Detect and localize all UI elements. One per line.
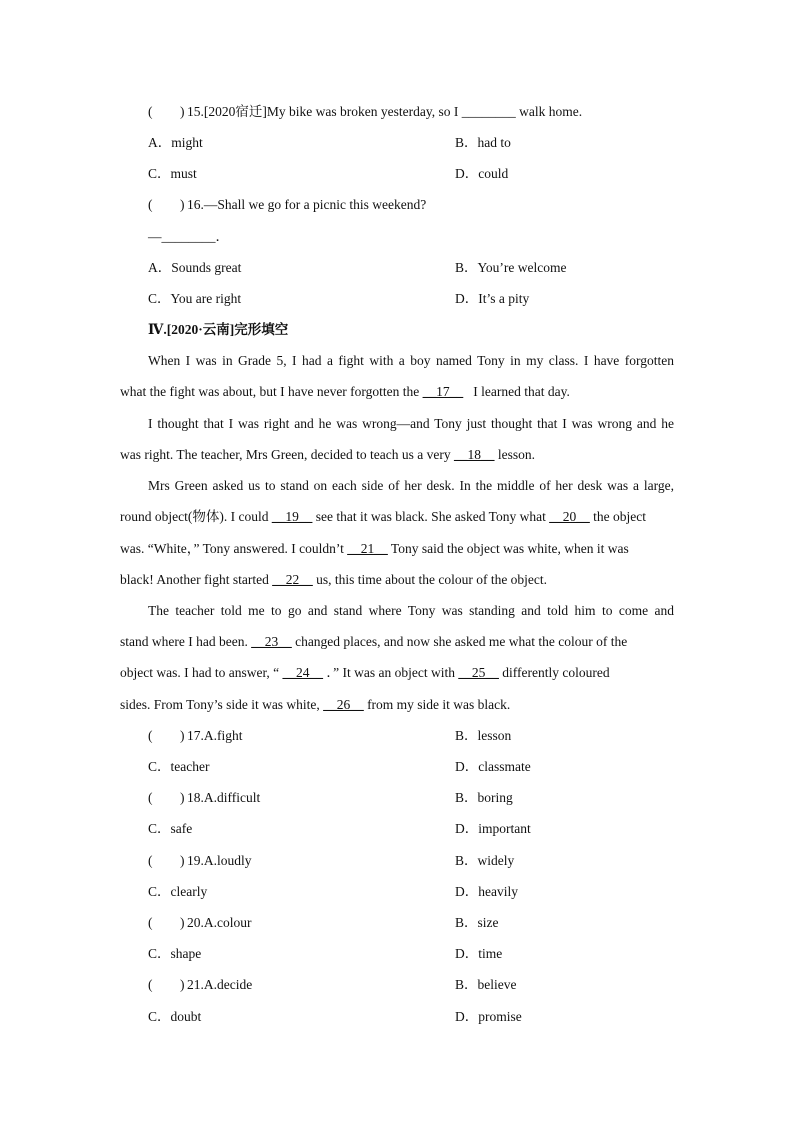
- option-d: D．It’s a pity: [455, 291, 530, 306]
- cloze-blank-19: __19__: [271, 509, 313, 524]
- passage-text: the object: [593, 509, 646, 524]
- option-b: B．widely: [455, 853, 515, 868]
- option-d: D．heavily: [455, 884, 518, 899]
- cloze-blank-18: __18__: [453, 447, 495, 462]
- answer-blank: ________: [461, 104, 516, 119]
- section-heading: [0, 319, 794, 341]
- option-b: B．size: [455, 915, 499, 930]
- passage-text: differently coloured: [502, 665, 610, 680]
- passage-line: When I was in Grade 5, I had a fight with a boy named Tony in my class. I have forgotten: [148, 353, 674, 368]
- option-c: C．clearly: [148, 884, 208, 899]
- cloze-item: [0, 850, 794, 872]
- answer-line: [0, 226, 794, 248]
- option-d: D．classmate: [455, 759, 531, 774]
- passage-text: changed places, and now she asked me what the colour of the: [295, 634, 628, 649]
- cloze-item: [0, 912, 794, 934]
- passage-text: was. “White，” Tony answered. I couldn’t: [120, 541, 344, 556]
- passage-text: round object(物体). I could: [120, 509, 269, 524]
- passage-text: object was. I had to answer, “: [120, 665, 280, 680]
- options-row: [0, 163, 794, 185]
- option-b: B．had to: [455, 135, 511, 150]
- cloze-blank-24: __24__: [282, 665, 324, 680]
- option-d: D．time: [455, 946, 503, 961]
- option-d: D．important: [455, 821, 531, 836]
- cloze-blank-26: __26__: [323, 697, 364, 712]
- options-row: [0, 756, 794, 778]
- question-15: [0, 101, 794, 123]
- cloze-blank-21: __21__: [347, 541, 388, 556]
- answer-paren-close: ): [180, 790, 185, 805]
- passage-text: Tony said the object was white, when it was: [390, 541, 629, 556]
- cloze-item-stem: 18.A.difficult: [187, 790, 261, 805]
- passage-text: sides. From Tony’s side it was white,: [120, 697, 320, 712]
- cloze-blank-22: __22__: [272, 572, 313, 587]
- passage-text: I learned that day.: [473, 384, 570, 399]
- passage-text: from my side it was black.: [367, 697, 511, 712]
- answer-paren-close: ): [180, 853, 185, 868]
- option-d: D．promise: [455, 1009, 522, 1024]
- answer-paren-close: ): [180, 977, 185, 992]
- passage-line: [120, 694, 674, 716]
- answer-paren-open: (: [148, 853, 153, 868]
- passage-text: stand where I had been.: [120, 634, 248, 649]
- section-title: Ⅳ.[2020·云南]完形填空: [148, 322, 289, 337]
- passage-line: [120, 381, 674, 403]
- passage-text: black! Another fight started: [120, 572, 269, 587]
- passage-text: lesson.: [497, 447, 535, 462]
- cloze-blank-25: __25__: [458, 665, 499, 680]
- passage-line: [120, 569, 674, 591]
- option-a: A．might: [148, 135, 203, 150]
- options-row: [0, 257, 794, 279]
- option-b: B．boring: [455, 790, 513, 805]
- option-a: A．Sounds great: [148, 260, 242, 275]
- answer-paren-open: (: [148, 197, 153, 212]
- passage-line: The teacher told me to go and stand where Tony was standing and told him to come and: [148, 603, 674, 618]
- passage-text: was right. The teacher, Mrs Green, decided to teach us a very: [120, 447, 451, 462]
- passage-line: [120, 538, 674, 560]
- option-b: B．lesson: [455, 728, 512, 743]
- option-c: C．teacher: [148, 759, 210, 774]
- cloze-item: [0, 974, 794, 996]
- cloze-blank-20: __20__: [549, 509, 590, 524]
- option-b: B．You’re welcome: [455, 260, 567, 275]
- answer-paren-close: ): [180, 197, 185, 212]
- dialogue-blank: —________．: [148, 229, 229, 244]
- answer-paren-open: (: [148, 790, 153, 805]
- passage-text: see that it was black. She asked Tony what: [315, 509, 546, 524]
- option-c: C．shape: [148, 946, 202, 961]
- answer-paren-open: (: [148, 728, 153, 743]
- passage-text: what the fight was about, but I have never forgotten the: [120, 384, 420, 399]
- options-row: [0, 818, 794, 840]
- cloze-blank-23: __23__: [251, 634, 292, 649]
- answer-paren-open: (: [148, 977, 153, 992]
- cloze-item-stem: 21.A.decide: [187, 977, 253, 992]
- passage-line: I thought that I was right and he was wrong—and Tony just thought that I was wrong and he: [148, 416, 674, 431]
- options-row: [0, 1006, 794, 1028]
- cloze-item: [0, 725, 794, 747]
- question-16: [0, 194, 794, 216]
- option-b: B．believe: [455, 977, 517, 992]
- stem-text: walk home.: [519, 104, 583, 119]
- answer-paren-close: ): [180, 104, 185, 119]
- cloze-blank-17: __17__: [422, 384, 464, 399]
- options-row: [0, 881, 794, 903]
- answer-paren-close: ): [180, 915, 185, 930]
- answer-paren-open: (: [148, 915, 153, 930]
- passage-line: [120, 662, 674, 684]
- stem-text: 15.[2020宿迁]My bike was broken yesterday, so I: [187, 104, 459, 119]
- answer-paren-open: (: [148, 104, 153, 119]
- cloze-item: [0, 787, 794, 809]
- passage-line: Mrs Green asked us to stand on each side of her desk. In the middle of her desk was a large,: [148, 478, 674, 493]
- passage-text: us, this time about the colour of the object.: [316, 572, 548, 587]
- option-c: C．must: [148, 166, 197, 181]
- option-d: D．could: [455, 166, 509, 181]
- option-c: C．You are right: [148, 291, 242, 306]
- options-row: [0, 132, 794, 154]
- option-c: C．safe: [148, 821, 193, 836]
- passage-line: [120, 631, 674, 653]
- options-row: [0, 943, 794, 965]
- passage-line: [120, 444, 674, 466]
- option-c: C．doubt: [148, 1009, 202, 1024]
- options-row: [0, 288, 794, 310]
- cloze-item-stem: 19.A.loudly: [187, 853, 252, 868]
- passage-line: [120, 506, 674, 528]
- question-stem: 16.—Shall we go for a picnic this weekend?: [187, 197, 427, 212]
- cloze-item-stem: 17.A.fight: [187, 728, 243, 743]
- question-stem: [187, 101, 582, 123]
- answer-paren-close: ): [180, 728, 185, 743]
- passage-text: ．” It was an object with: [326, 665, 455, 680]
- cloze-item-stem: 20.A.colour: [187, 915, 252, 930]
